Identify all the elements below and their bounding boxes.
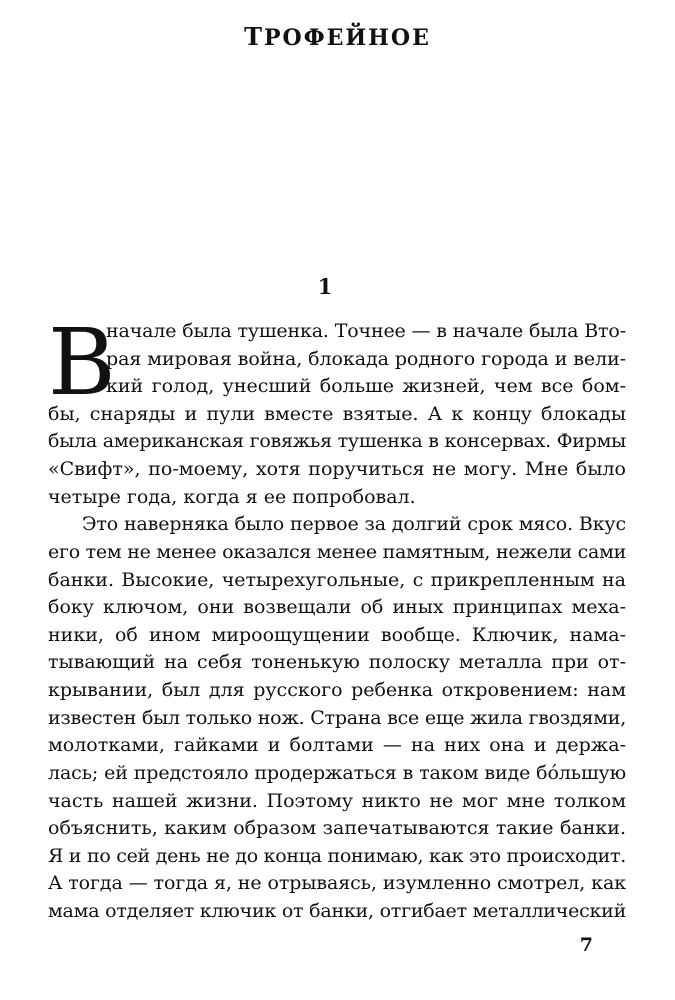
text-line: была американская говяжья тушенка в консервах. Фирмы — [48, 430, 626, 452]
text-line: бы, снаряды и пули вместе взятые. А к концу блокады — [48, 403, 626, 425]
text-line: начале была тушенка. Точнее — в начале была Вто- — [106, 320, 626, 342]
text-line: мама отделяет ключик от банки, отгибает металлический — [48, 900, 627, 922]
text-line: тывающий на себя тоненькую полоску металла при от- — [48, 651, 626, 673]
text-line: Я и по сей день не до конца понимаю, как это происходит. — [48, 845, 626, 867]
text-line: ники, об ином мироощущении вообще. Ключик, нама- — [48, 624, 626, 646]
text-line: крывании, был для русского ребенка откровением: нам — [48, 679, 626, 701]
text-line: его тем не менее оказался менее памятным, нежели сами — [48, 541, 627, 563]
page-title — [0, 22, 675, 51]
text-line: лась; ей предстояло продержаться в таком виде бóльшую — [48, 762, 626, 784]
text-line: известен был только нож. Страна все еще жила гвоздями, — [48, 707, 627, 729]
text-line: объяснить, каким образом запечатываются такие банки. — [48, 817, 626, 839]
title-rest: РОФЕЙНОЕ — [264, 25, 431, 51]
title-initial: Т — [244, 22, 264, 51]
chapter-number: 1 — [317, 274, 333, 299]
text-line: боку ключом, они возвещали об иных принципах меха- — [48, 596, 626, 618]
text-line: банки. Высокие, четырехугольные, с прикрепленным на — [48, 569, 626, 591]
text-line: часть нашей жизни. Поэтому никто не мог мне толком — [48, 790, 626, 812]
text-line: Это наверняка было первое за долгий срок мясо. Вкус — [82, 513, 626, 535]
page-number: 7 — [579, 934, 593, 956]
text-line: четыре года, когда я ее попробовал. — [48, 486, 416, 508]
drop-cap: В — [48, 309, 116, 416]
text-line: кий голод, унесший больше жизней, чем все бом- — [106, 375, 626, 397]
text-line: молотками, гайками и болтами — на них она и держа- — [48, 734, 626, 756]
text-line: рая мировая война, блокада родного города и вели- — [106, 348, 627, 370]
text-line: «Свифт», по-моему, хотя поручиться не могу. Мне было — [48, 458, 626, 480]
text-line: А тогда — тогда я, не отрываясь, изумленно смотрел, как — [48, 872, 626, 894]
